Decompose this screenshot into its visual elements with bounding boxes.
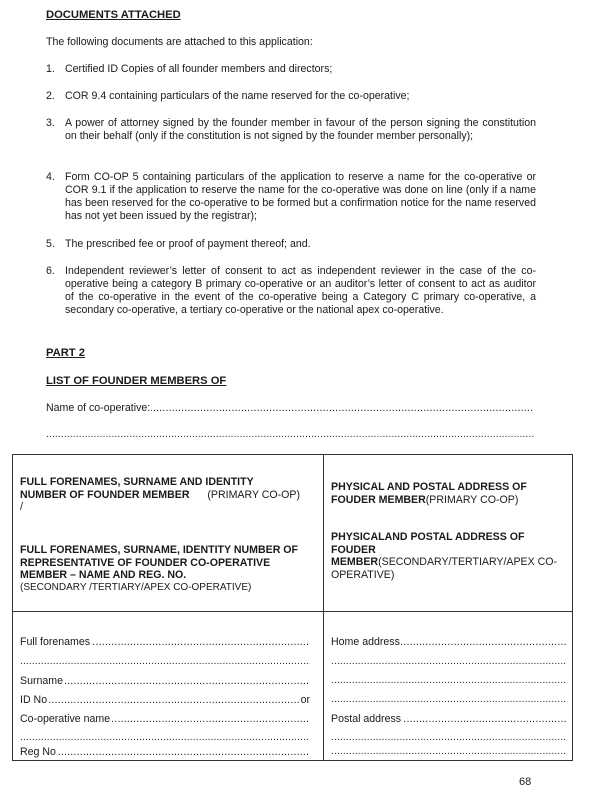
left-header-secondary-note: (SECONDARY /TERTIARY/APEX CO-OPERATIVE) (20, 581, 252, 593)
item-text: Form CO-OP 5 containing particulars of the application to reserve a name for the co-operative or COR 9.1 if the application to reserve the name for the co-operative was done on line (only if a name has been reserved for the co-operative to be formed but a confirmation notice for the name reserved has not yet been issued by the registrar); (65, 171, 536, 222)
right-header-secondary-bold: PHYSICALAND POSTAL ADDRESS OF FOUDER MEMBER (331, 531, 525, 568)
coop-name-label: Name of co-operative: (46, 402, 151, 414)
surname-label: Surname (20, 675, 63, 687)
left-header-secondary (20, 544, 310, 594)
item-number: 2. (46, 90, 55, 102)
documents-intro: The following documents are attached to this application: (46, 36, 313, 48)
item-text: Independent reviewer’s letter of consent to act as independent reviewer in the case of the co-operative being a category B primary co-operative or an auditor’s letter of consent to act as auditor of the co-operative in the event of the co-operative being a Category C primary co-operative, a secondary co-operative, a tertiary co-operative or the national apex co-operative. (65, 265, 536, 316)
item-text: COR 9.4 containing particulars of the name reserved for the co-operative; (65, 90, 410, 102)
coop-name-field[interactable] (46, 402, 534, 415)
left-header-secondary-bold: FULL FORENAMES, SURNAME, IDENTITY NUMBER OF REPRESENTATIVE OF FOUNDER CO-OPERATIVE MEMBER – NAME AND REG. NO. (20, 544, 298, 581)
postal-address-label: Postal address (331, 713, 402, 725)
right-header-primary (331, 481, 567, 506)
list-item (46, 90, 536, 103)
list-item (46, 171, 536, 223)
home-address-line-3[interactable] (331, 675, 567, 686)
page-number: 68 (519, 776, 532, 788)
right-header-primary-bold: PHYSICAL AND POSTAL ADDRESS OF FOUDER MEMBER (331, 481, 527, 506)
forenames-continuation-line[interactable] (20, 656, 310, 667)
home-address-line-2[interactable] (331, 656, 567, 667)
postal-address-field[interactable] (319, 713, 567, 726)
item-number: 6. (46, 265, 55, 277)
documents-heading: DOCUMENTS ATTACHED (46, 9, 181, 21)
id-number-field[interactable] (20, 694, 310, 707)
reg-no-label: Reg No (20, 746, 56, 758)
home-address-line-4[interactable] (331, 694, 567, 705)
item-text: The prescribed fee or proof of payment thereof; and. (65, 238, 311, 250)
header-divider (13, 611, 572, 612)
item-number: 4. (46, 171, 55, 183)
item-text: A power of attorney signed by the founder member in favour of the person signing the constitution on their behalf (only if the constitution is not signed by the founder member personally); (65, 117, 536, 142)
home-address-field[interactable] (319, 636, 567, 649)
left-header-primary-bold: FULL FORENAMES, SURNAME AND IDENTITY NUMBER OF FOUNDER MEMBER (20, 476, 254, 501)
forenames-field[interactable] (20, 636, 310, 649)
id-or-label: or (300, 694, 310, 706)
founder-list-heading: LIST OF FOUNDER MEMBERS OF (46, 375, 227, 387)
coop-name-table-field[interactable] (20, 713, 310, 726)
list-item (46, 238, 536, 251)
coop-name-table-continuation-line[interactable] (20, 732, 310, 743)
right-header-secondary-note: (SECONDARY/TERTIARY/APEX CO-OPERATIVE) (331, 556, 558, 581)
coop-name-continuation-line[interactable] (46, 429, 534, 440)
home-address-label: Home address (331, 636, 400, 648)
id-number-label: ID No (20, 694, 48, 706)
item-text: Certified ID Copies of all founder members and directors; (65, 63, 333, 75)
right-header-secondary (331, 531, 567, 581)
founder-members-table (12, 454, 573, 761)
postal-address-line-3[interactable] (331, 746, 567, 757)
left-header-primary (20, 476, 300, 514)
postal-address-line-2[interactable] (331, 732, 567, 743)
left-header-primary-note: (PRIMARY CO-OP) / (20, 488, 301, 513)
right-header-primary-note: (PRIMARY CO-OP) (425, 493, 519, 506)
item-number: 5. (46, 238, 55, 250)
list-item (46, 117, 536, 143)
list-item (46, 265, 536, 317)
forenames-label: Full forenames (20, 636, 91, 648)
reg-no-field[interactable] (20, 746, 310, 759)
item-number: 3. (46, 117, 55, 129)
surname-field[interactable] (20, 675, 310, 688)
list-item (46, 63, 536, 76)
coop-name-table-label: Co-operative name (20, 713, 111, 725)
item-number: 1. (46, 63, 55, 75)
part2-heading: PART 2 (46, 347, 85, 359)
